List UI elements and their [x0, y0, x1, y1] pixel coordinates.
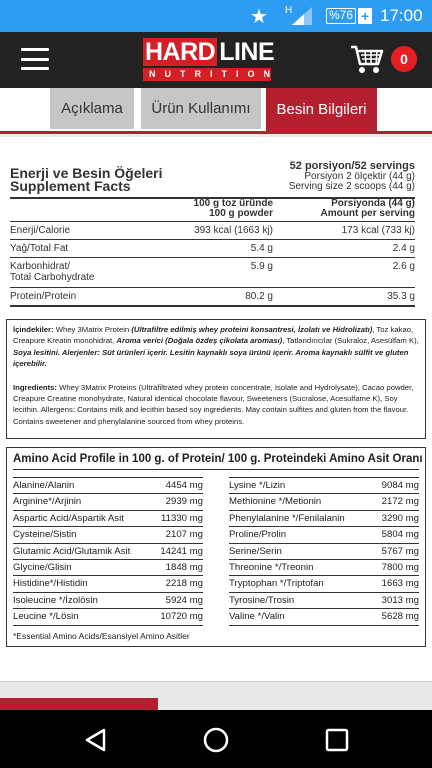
amino-value: 3013 mg	[381, 594, 419, 606]
amino-name: Cysteine/Sistin	[13, 529, 77, 541]
home-icon[interactable]	[202, 726, 230, 754]
amino-value: 1663 mg	[381, 578, 419, 590]
amino-row	[13, 576, 203, 592]
amino-value: 7800 mg	[381, 561, 419, 573]
amino-row	[229, 560, 419, 576]
amino-name: Glutamic Acid/Glutamik Asit	[13, 545, 131, 557]
serving-size-en: Serving size 2 scoops (44 g)	[288, 181, 415, 192]
amino-row	[229, 478, 419, 494]
ingredients-box	[6, 319, 426, 439]
amino-value: 2107 mg	[165, 529, 203, 541]
amino-row	[13, 593, 203, 609]
amino-name: Aspartic Acid/Aspartik Asit	[13, 512, 124, 524]
amino-value: 2939 mg	[165, 496, 203, 508]
amino-row	[229, 593, 419, 609]
amino-row	[229, 494, 419, 510]
amino-name: Methionine */Metionin	[229, 496, 322, 508]
amino-column-left	[13, 477, 203, 626]
charging-icon: +	[358, 8, 372, 24]
amino-footnote: *Essential Amino Acids/Esansiyel Amino Asitler	[13, 630, 190, 641]
amino-name: Proline/Prolin	[229, 529, 287, 541]
amino-name: Glycine/Glisin	[13, 561, 72, 573]
tab-bar	[0, 88, 432, 134]
battery-indicator	[326, 0, 372, 32]
amino-value: 2218 mg	[165, 578, 203, 590]
clock: 17:00	[380, 6, 423, 25]
facts-title-tr: Enerji ve Besin Öğeleri	[10, 165, 163, 181]
amino-value: 2172 mg	[381, 496, 419, 508]
amino-name: Tyrosine/Trosin	[229, 594, 295, 606]
recents-icon[interactable]	[323, 726, 351, 754]
amino-value: 3290 mg	[381, 512, 419, 524]
cart-count-badge[interactable]: 0	[391, 46, 417, 72]
amino-title: Amino Acid Profile in 100 g. of Protein/ 100 g. Proteindeki Amino Asit Oranı	[13, 453, 419, 470]
amino-row	[13, 609, 203, 625]
battery-percent: %76	[326, 8, 356, 24]
signal-icon	[292, 0, 312, 32]
amino-row	[229, 609, 419, 625]
logo-word-2: LINE	[219, 38, 275, 66]
amino-name: Arginine*/Arjinin	[13, 496, 82, 508]
amino-row	[229, 511, 419, 527]
amino-name: Valine */Valin	[229, 611, 285, 623]
facts-row: Yağ/Total Fat 5.4 g 2.4 g	[10, 240, 415, 258]
amino-value: 5628 mg	[381, 611, 419, 623]
amino-name: Serine/Serin	[229, 545, 282, 557]
nutrition-panel	[0, 137, 432, 682]
tab-usage[interactable]: Ürün Kullanımı	[141, 88, 261, 129]
amino-value: 5924 mg	[165, 594, 203, 606]
facts-row: Enerji/Calorie 393 kcal (1663 kj) 173 kcal (733 kj)	[10, 222, 415, 240]
amino-value: 4454 mg	[165, 480, 203, 491]
servings-count: 52 porsiyon/52 servings	[289, 160, 415, 172]
amino-name: Threonine */Treonin	[229, 561, 314, 573]
amino-row	[13, 544, 203, 560]
serving-info	[289, 161, 415, 193]
amino-name: Alanine/Alanin	[13, 480, 75, 491]
logo-subtitle: NUTRITION	[143, 68, 271, 81]
app-bar	[0, 32, 432, 88]
facts-table	[10, 197, 415, 307]
amino-row	[229, 527, 419, 543]
amino-value: 5804 mg	[381, 529, 419, 541]
amino-row	[13, 494, 203, 510]
system-nav-bar	[0, 710, 432, 768]
back-icon[interactable]	[82, 726, 110, 754]
amino-value: 11330 mg	[161, 512, 203, 524]
amino-name: Lysine */Lizin	[229, 480, 286, 491]
amino-value: 1848 mg	[165, 561, 203, 573]
amino-column-right	[229, 477, 419, 626]
facts-header-row	[10, 198, 415, 222]
logo-word-1: HARD	[145, 38, 216, 66]
amino-row	[229, 544, 419, 560]
amino-value: 14241 mg	[160, 545, 203, 557]
network-type-label: H	[285, 4, 293, 16]
supplement-facts	[10, 161, 415, 307]
amino-row	[13, 478, 203, 494]
amino-row	[229, 576, 419, 592]
amino-name: Phenylalanine */Fenilalanin	[229, 512, 345, 524]
amino-value: 9084 mg	[381, 480, 419, 491]
ingredients-en: Ingredients: Whey 3Matrix Proteins (Ultrafiltrated whey protein concentrate, Isolate and Hydrolysate), Cacao powder, Creapure Creatine monohydrate, Natural identical chocolate flavour, Sweeteners (Sucralose, Acesulfame K), Soy lecithin. Allergens: Contains milk and lecithin based soy ingredients. May contain sulfites and gluten from the flavour. Contains sweetener and phenylalanine sourced from whey proteins.	[13, 382, 414, 426]
amino-row	[13, 560, 203, 576]
portion-size-tr: Porsiyon 2 ölçektir (44 g)	[304, 170, 415, 182]
amino-name: Tryptophan */Triptofan	[229, 578, 324, 590]
facts-title	[10, 167, 163, 193]
facts-title-en: Supplement Facts	[10, 178, 131, 194]
amino-value: 5767 mg	[381, 545, 419, 557]
facts-row: Karbonhidrat/ Total Carbohydrate 5.9 g 2.6 g	[10, 258, 415, 288]
next-section-header[interactable]	[0, 698, 158, 710]
amino-value: 10720 mg	[160, 611, 203, 623]
cart-icon[interactable]	[350, 42, 384, 76]
facts-row: Protein/Protein 80.2 g 35.3 g	[10, 288, 415, 306]
amino-name: Histidine*/Histidin	[13, 578, 88, 590]
amino-row	[13, 527, 203, 543]
col-per-100g: 100 g toz üründe 100 g powder	[170, 198, 273, 222]
col-per-serving: Porsiyonda (44 g) Amount per serving	[273, 198, 415, 222]
star-icon: ★	[250, 5, 268, 28]
amino-name: Leucine */Lösin	[13, 611, 79, 623]
tab-nutrition-info[interactable]: Besin Bilgileri	[266, 88, 377, 131]
amino-row	[13, 511, 203, 527]
amino-acid-profile	[6, 447, 426, 647]
ingredients-tr: İçindekiler: Whey 3Matrix Protein (Ultrafiltre edilmiş whey proteini konsantresi, İzolatı ve Hidrolizatı), Toz kakao, Creapure Kreatin monohidrat, Aroma verici (Doğala özdeş çikolata aroması), Tatlandırıcılar (Sukraloz, Asesülfam K), Soya lesitini. Alerjenler: Süt ürünleri içerir. Lesitin kaynaklı soya ürünü içerir. Aroma kaynaklı sülfit ve gluten içerebilir.	[13, 325, 419, 369]
amino-name: Isoleucine */İzolösin	[13, 594, 98, 606]
menu-icon[interactable]	[21, 48, 49, 70]
tab-description[interactable]: Açıklama	[50, 88, 134, 129]
status-bar	[0, 0, 432, 32]
brand-logo[interactable]	[143, 38, 279, 82]
